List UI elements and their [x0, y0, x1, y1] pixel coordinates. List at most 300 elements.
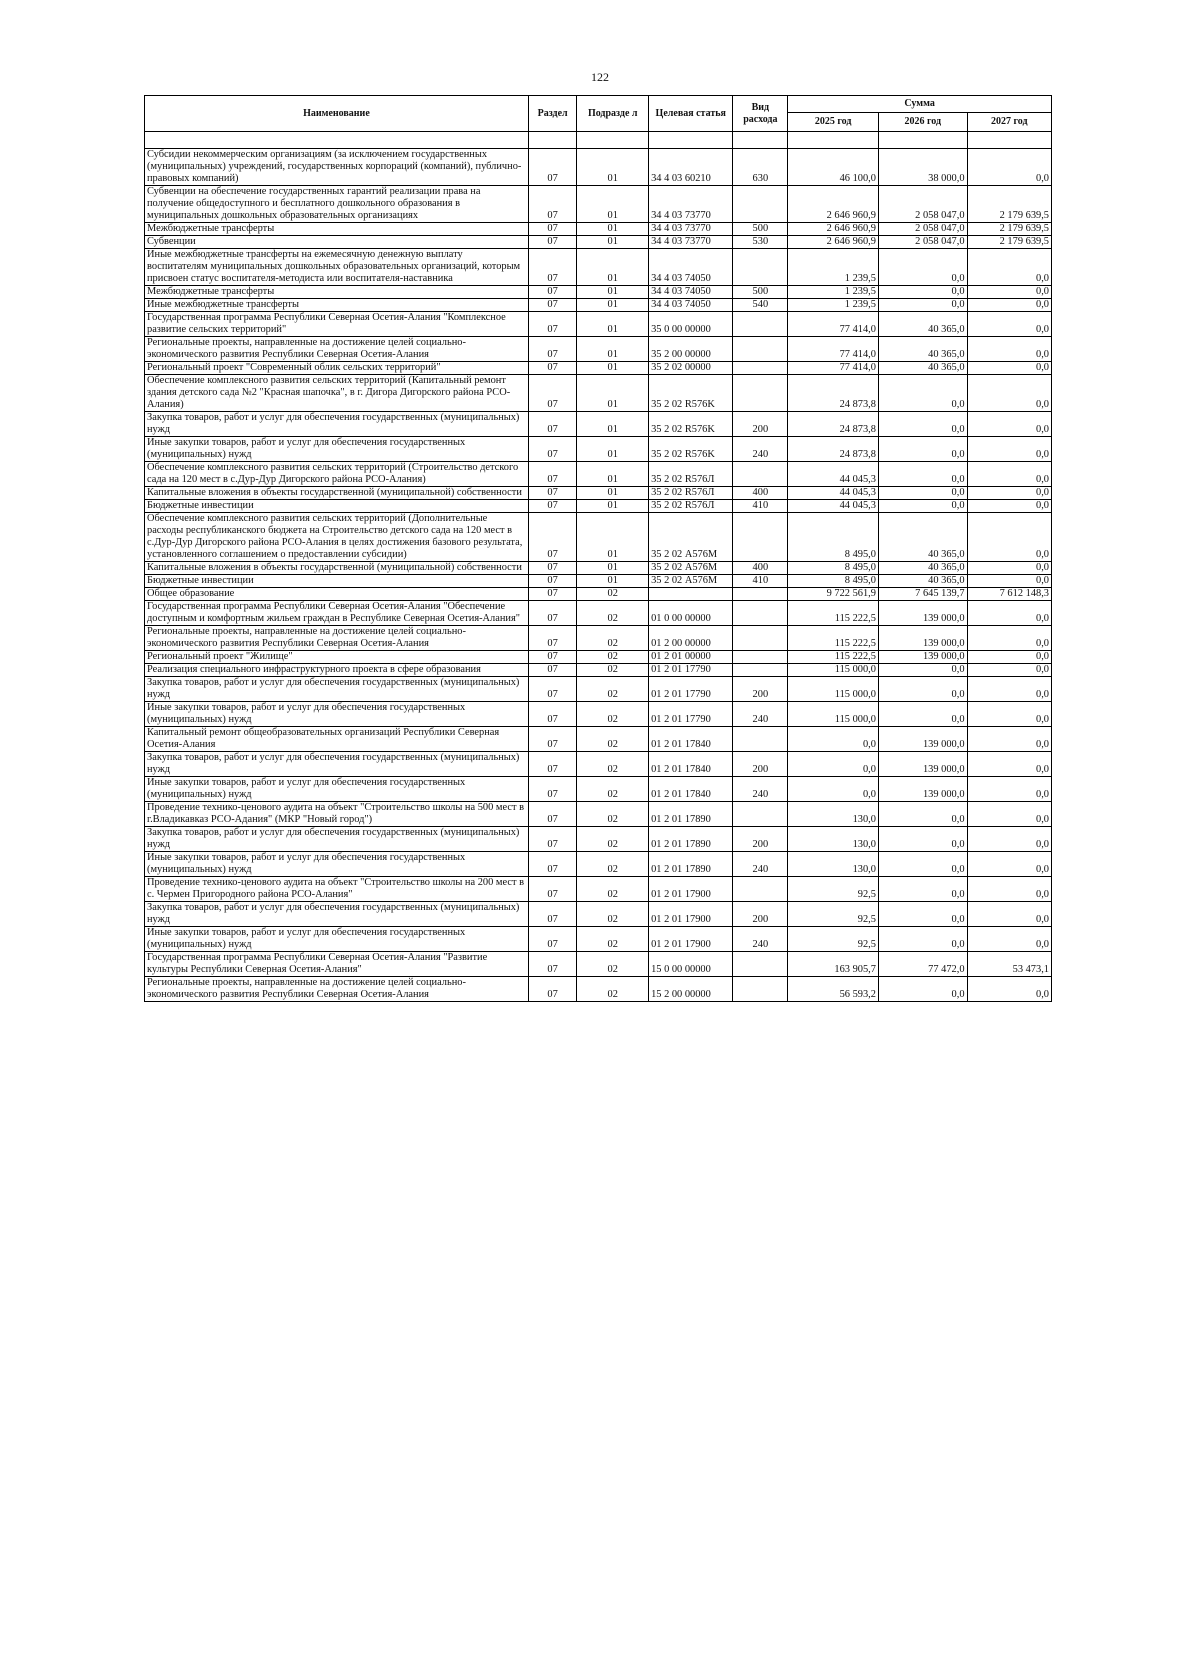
header-sum: Сумма: [788, 96, 1052, 113]
row-subsection: 01: [577, 249, 649, 286]
row-target-code: 01 2 01 17790: [649, 702, 733, 727]
row-expense-type: [733, 802, 788, 827]
row-value-2026: 40 365,0: [878, 312, 967, 337]
row-name: Закупка товаров, работ и услуг для обеспечения государственных (муниципальных) нужд: [145, 677, 529, 702]
row-target-code: 01 2 01 17790: [649, 677, 733, 702]
row-value-2026: 0,0: [878, 500, 967, 513]
row-value-2026: 40 365,0: [878, 513, 967, 562]
row-section: 07: [528, 677, 577, 702]
row-expense-type: [733, 513, 788, 562]
row-expense-type: 200: [733, 827, 788, 852]
table-row: [145, 362, 1052, 375]
row-value-2027: 0,0: [967, 487, 1051, 500]
header-name: Наименование: [145, 96, 529, 132]
row-expense-type: [733, 249, 788, 286]
row-expense-type: 500: [733, 223, 788, 236]
row-target-code: 01 0 00 00000: [649, 601, 733, 626]
row-subsection: 01: [577, 412, 649, 437]
row-expense-type: [733, 186, 788, 223]
row-value-2027: 0,0: [967, 299, 1051, 312]
row-subsection: 02: [577, 727, 649, 752]
row-expense-type: 240: [733, 437, 788, 462]
row-name: Иные закупки товаров, работ и услуг для обеспечения государственных (муниципальных) нужд: [145, 852, 529, 877]
row-value-2026: 0,0: [878, 702, 967, 727]
row-value-2026: 139 000,0: [878, 651, 967, 664]
row-expense-type: 200: [733, 902, 788, 927]
row-expense-type: [733, 462, 788, 487]
row-name: Обеспечение комплексного развития сельских территорий (Строительство детского сада на 120 мест в с.Дур-Дур Дигорского района РСО-Алания): [145, 462, 529, 487]
row-subsection: 01: [577, 487, 649, 500]
table-row: [145, 626, 1052, 651]
row-value-2025: 2 646 960,9: [788, 236, 879, 249]
row-target-code: 35 2 02 R576K: [649, 412, 733, 437]
row-value-2025: 0,0: [788, 752, 879, 777]
table-row: [145, 562, 1052, 575]
table-row: [145, 513, 1052, 562]
row-name: Капитальный ремонт общеобразовательных организаций Республики Северная Осетия-Алания: [145, 727, 529, 752]
row-subsection: 02: [577, 852, 649, 877]
row-name: Государственная программа Республики Северная Осетия-Алания "Комплексное развитие сельских территорий": [145, 312, 529, 337]
row-value-2026: 2 058 047,0: [878, 236, 967, 249]
row-value-2026: 2 058 047,0: [878, 186, 967, 223]
row-name: Иные закупки товаров, работ и услуг для обеспечения государственных (муниципальных) нужд: [145, 702, 529, 727]
row-value-2025: 130,0: [788, 852, 879, 877]
row-name: Закупка товаров, работ и услуг для обеспечения государственных (муниципальных) нужд: [145, 752, 529, 777]
row-target-code: 34 4 03 74050: [649, 249, 733, 286]
row-expense-type: 410: [733, 575, 788, 588]
row-value-2025: 44 045,3: [788, 487, 879, 500]
row-section: 07: [528, 462, 577, 487]
row-name: Обеспечение комплексного развития сельских территорий (Дополнительные расходы республиканского бюджета на Строительство детского сада на 120 мест в с.Дур-Дур Дигорского района РСО-Алания в целях достижения базового результата, установленного соглашением о предоставлении субсидии): [145, 513, 529, 562]
row-name: Обеспечение комплексного развития сельских территорий (Капитальный ремонт здания детского сада №2 "Красная шапочка", в г. Дигора Дигорского района РСО-Алания): [145, 375, 529, 412]
row-target-code: 34 4 03 73770: [649, 236, 733, 249]
row-value-2027: 0,0: [967, 927, 1051, 952]
row-expense-type: 200: [733, 677, 788, 702]
row-subsection: 02: [577, 927, 649, 952]
row-value-2025: 115 000,0: [788, 664, 879, 677]
row-section: 07: [528, 223, 577, 236]
row-value-2025: 9 722 561,9: [788, 588, 879, 601]
row-value-2026: 0,0: [878, 286, 967, 299]
row-value-2027: 0,0: [967, 752, 1051, 777]
row-name: Реализация специального инфраструктурного проекта в сфере образования: [145, 664, 529, 677]
row-section: 07: [528, 362, 577, 375]
row-expense-type: 630: [733, 149, 788, 186]
row-value-2027: 0,0: [967, 249, 1051, 286]
row-value-2025: 24 873,8: [788, 437, 879, 462]
row-subsection: 02: [577, 651, 649, 664]
row-target-code: 35 0 00 00000: [649, 312, 733, 337]
row-section: 07: [528, 412, 577, 437]
row-section: 07: [528, 249, 577, 286]
row-value-2027: 0,0: [967, 626, 1051, 651]
row-expense-type: [733, 952, 788, 977]
row-expense-type: [733, 362, 788, 375]
row-value-2026: 0,0: [878, 462, 967, 487]
row-target-code: 35 2 02 А576М: [649, 562, 733, 575]
table-row: [145, 827, 1052, 852]
table-row: [145, 186, 1052, 223]
row-name: Капитальные вложения в объекты государственной (муниципальной) собственности: [145, 562, 529, 575]
table-row: [145, 727, 1052, 752]
row-name: Бюджетные инвестиции: [145, 500, 529, 513]
row-target-code: 01 2 00 00000: [649, 626, 733, 651]
row-section: 07: [528, 487, 577, 500]
row-value-2026: 0,0: [878, 802, 967, 827]
header-target: Целевая статья: [649, 96, 733, 132]
row-value-2025: 1 239,5: [788, 249, 879, 286]
row-value-2027: 0,0: [967, 802, 1051, 827]
row-value-2025: 115 000,0: [788, 677, 879, 702]
row-section: 07: [528, 500, 577, 513]
row-subsection: 02: [577, 601, 649, 626]
row-section: 07: [528, 588, 577, 601]
row-subsection: 01: [577, 375, 649, 412]
row-subsection: 02: [577, 664, 649, 677]
row-section: 07: [528, 827, 577, 852]
row-subsection: 01: [577, 462, 649, 487]
row-section: 07: [528, 727, 577, 752]
row-target-code: 01 2 01 17890: [649, 852, 733, 877]
row-name: Субвенции: [145, 236, 529, 249]
row-value-2026: 0,0: [878, 927, 967, 952]
row-value-2027: 0,0: [967, 677, 1051, 702]
table-row: [145, 249, 1052, 286]
row-value-2027: 0,0: [967, 375, 1051, 412]
row-subsection: 02: [577, 588, 649, 601]
row-value-2025: 77 414,0: [788, 337, 879, 362]
row-target-code: 35 2 02 R576K: [649, 437, 733, 462]
row-subsection: 01: [577, 186, 649, 223]
row-value-2026: 0,0: [878, 977, 967, 1002]
row-value-2026: 38 000,0: [878, 149, 967, 186]
row-value-2027: 0,0: [967, 362, 1051, 375]
row-value-2025: 130,0: [788, 802, 879, 827]
table-row: [145, 462, 1052, 487]
row-value-2025: 92,5: [788, 877, 879, 902]
row-value-2027: 0,0: [967, 513, 1051, 562]
table-row: [145, 500, 1052, 513]
table-row: [145, 664, 1052, 677]
row-value-2026: 139 000,0: [878, 777, 967, 802]
row-subsection: 01: [577, 437, 649, 462]
row-value-2025: 56 593,2: [788, 977, 879, 1002]
header-type: Вид расхода: [733, 96, 788, 132]
row-section: 07: [528, 513, 577, 562]
table-row: [145, 286, 1052, 299]
row-target-code: 34 4 03 60210: [649, 149, 733, 186]
row-value-2025: 44 045,3: [788, 500, 879, 513]
row-subsection: 02: [577, 752, 649, 777]
row-expense-type: [733, 601, 788, 626]
row-target-code: 01 2 01 17900: [649, 877, 733, 902]
table-row: [145, 952, 1052, 977]
row-value-2027: 0,0: [967, 149, 1051, 186]
row-expense-type: 240: [733, 702, 788, 727]
table-row: [145, 877, 1052, 902]
row-expense-type: 200: [733, 412, 788, 437]
row-section: 07: [528, 752, 577, 777]
row-value-2027: 2 179 639,5: [967, 236, 1051, 249]
row-value-2026: 40 365,0: [878, 337, 967, 362]
row-value-2026: 77 472,0: [878, 952, 967, 977]
row-target-code: 01 2 01 17890: [649, 827, 733, 852]
row-subsection: 01: [577, 149, 649, 186]
row-value-2025: 0,0: [788, 777, 879, 802]
row-subsection: 02: [577, 902, 649, 927]
table-row: [145, 575, 1052, 588]
row-section: 07: [528, 186, 577, 223]
row-target-code: 35 2 02 R576Л: [649, 462, 733, 487]
table-row: [145, 677, 1052, 702]
row-value-2027: 0,0: [967, 412, 1051, 437]
row-target-code: 01 2 01 00000: [649, 651, 733, 664]
row-expense-type: 400: [733, 562, 788, 575]
row-value-2025: 46 100,0: [788, 149, 879, 186]
row-section: 07: [528, 286, 577, 299]
row-subsection: 02: [577, 827, 649, 852]
row-section: 07: [528, 664, 577, 677]
row-name: Государственная программа Республики Северная Осетия-Алания "Развитие культуры Республики Северная Осетия-Алания": [145, 952, 529, 977]
row-value-2025: 0,0: [788, 727, 879, 752]
row-value-2025: 8 495,0: [788, 575, 879, 588]
row-value-2026: 0,0: [878, 375, 967, 412]
table-row: [145, 299, 1052, 312]
row-value-2026: 0,0: [878, 902, 967, 927]
row-value-2025: 115 222,5: [788, 626, 879, 651]
header-year-2026: 2026 год: [878, 113, 967, 132]
row-value-2026: 0,0: [878, 877, 967, 902]
row-expense-type: [733, 588, 788, 601]
row-expense-type: 530: [733, 236, 788, 249]
row-target-code: 01 2 01 17790: [649, 664, 733, 677]
row-subsection: 01: [577, 299, 649, 312]
row-expense-type: [733, 312, 788, 337]
row-section: 07: [528, 437, 577, 462]
row-expense-type: 240: [733, 927, 788, 952]
row-section: 07: [528, 651, 577, 664]
row-target-code: 15 0 00 00000: [649, 952, 733, 977]
row-section: 07: [528, 852, 577, 877]
row-value-2027: 0,0: [967, 664, 1051, 677]
row-value-2025: 8 495,0: [788, 513, 879, 562]
table-row: [145, 601, 1052, 626]
row-name: Региональные проекты, направленные на достижение целей социально-экономического развития Республики Северная Осетия-Алания: [145, 337, 529, 362]
row-value-2025: 115 222,5: [788, 651, 879, 664]
row-value-2027: 0,0: [967, 777, 1051, 802]
row-value-2026: 0,0: [878, 412, 967, 437]
row-value-2027: 0,0: [967, 727, 1051, 752]
row-subsection: 02: [577, 877, 649, 902]
row-name: Закупка товаров, работ и услуг для обеспечения государственных (муниципальных) нужд: [145, 827, 529, 852]
row-subsection: 01: [577, 562, 649, 575]
row-subsection: 02: [577, 626, 649, 651]
row-target-code: 01 2 01 17840: [649, 727, 733, 752]
row-subsection: 02: [577, 677, 649, 702]
spacer-row: [145, 132, 1052, 149]
row-name: Капитальные вложения в объекты государственной (муниципальной) собственности: [145, 487, 529, 500]
row-section: 07: [528, 702, 577, 727]
row-value-2025: 130,0: [788, 827, 879, 852]
row-expense-type: 540: [733, 299, 788, 312]
table-row: [145, 902, 1052, 927]
row-name: Иные межбюджетные трансферты на ежемесячную денежную выплату воспитателям муниципальных дошкольных образовательных организаций, которым присвоен статус воспитателя-методиста или воспитателя-наставника: [145, 249, 529, 286]
row-value-2025: 24 873,8: [788, 375, 879, 412]
row-value-2026: 0,0: [878, 664, 967, 677]
row-subsection: 01: [577, 286, 649, 299]
table-row: [145, 312, 1052, 337]
row-value-2027: 2 179 639,5: [967, 223, 1051, 236]
row-section: 07: [528, 977, 577, 1002]
row-subsection: 01: [577, 575, 649, 588]
row-name: Закупка товаров, работ и услуг для обеспечения государственных (муниципальных) нужд: [145, 902, 529, 927]
row-expense-type: [733, 651, 788, 664]
row-subsection: 02: [577, 952, 649, 977]
row-value-2026: 0,0: [878, 827, 967, 852]
row-value-2027: 0,0: [967, 437, 1051, 462]
row-section: 07: [528, 902, 577, 927]
row-expense-type: [733, 977, 788, 1002]
table-row: [145, 927, 1052, 952]
row-section: 07: [528, 802, 577, 827]
row-value-2026: 0,0: [878, 852, 967, 877]
row-value-2027: 0,0: [967, 562, 1051, 575]
row-value-2025: 44 045,3: [788, 462, 879, 487]
row-target-code: 35 2 02 А576М: [649, 513, 733, 562]
row-value-2025: 8 495,0: [788, 562, 879, 575]
row-name: Проведение технико-ценового аудита на объект "Строительство школы на 200 мест в с. Чермен Пригородного района РСО-Алания": [145, 877, 529, 902]
row-value-2026: 40 365,0: [878, 562, 967, 575]
row-target-code: 35 2 02 R576Л: [649, 487, 733, 500]
row-value-2027: 0,0: [967, 902, 1051, 927]
row-value-2026: 40 365,0: [878, 362, 967, 375]
row-target-code: 35 2 02 00000: [649, 362, 733, 375]
row-name: Общее образование: [145, 588, 529, 601]
row-section: 07: [528, 626, 577, 651]
row-value-2027: 0,0: [967, 500, 1051, 513]
row-expense-type: 500: [733, 286, 788, 299]
row-subsection: 02: [577, 802, 649, 827]
row-subsection: 02: [577, 977, 649, 1002]
row-value-2027: 2 179 639,5: [967, 186, 1051, 223]
row-expense-type: 240: [733, 777, 788, 802]
row-expense-type: 240: [733, 852, 788, 877]
row-target-code: 01 2 01 17900: [649, 927, 733, 952]
row-value-2025: 2 646 960,9: [788, 223, 879, 236]
row-value-2027: 7 612 148,3: [967, 588, 1051, 601]
row-value-2025: 92,5: [788, 902, 879, 927]
row-target-code: 35 2 02 А576М: [649, 575, 733, 588]
row-section: 07: [528, 236, 577, 249]
row-target-code: 01 2 01 17840: [649, 752, 733, 777]
table-row: [145, 802, 1052, 827]
table-row: [145, 437, 1052, 462]
row-value-2026: 0,0: [878, 437, 967, 462]
row-subsection: 01: [577, 362, 649, 375]
row-expense-type: [733, 375, 788, 412]
row-value-2027: 0,0: [967, 337, 1051, 362]
header-year-2025: 2025 год: [788, 113, 879, 132]
row-subsection: 02: [577, 777, 649, 802]
row-name: Субсидии некоммерческим организациям (за исключением государственных (муниципальных) учреждений, государственных корпораций (компаний), публично-правовых компаний): [145, 149, 529, 186]
row-value-2025: 1 239,5: [788, 299, 879, 312]
row-subsection: 01: [577, 312, 649, 337]
row-target-code: 34 4 03 73770: [649, 186, 733, 223]
row-value-2027: 0,0: [967, 877, 1051, 902]
row-target-code: 35 2 02 R576K: [649, 375, 733, 412]
table-row: [145, 752, 1052, 777]
row-subsection: 01: [577, 223, 649, 236]
table-row: [145, 651, 1052, 664]
row-name: Иные закупки товаров, работ и услуг для обеспечения государственных (муниципальных) нужд: [145, 777, 529, 802]
row-expense-type: [733, 727, 788, 752]
row-value-2025: 115 000,0: [788, 702, 879, 727]
table-row: [145, 852, 1052, 877]
table-row: [145, 149, 1052, 186]
table-row: [145, 337, 1052, 362]
row-value-2026: 139 000,0: [878, 626, 967, 651]
row-name: Иные межбюджетные трансферты: [145, 299, 529, 312]
row-name: Региональный проект "Современный облик сельских территорий": [145, 362, 529, 375]
row-section: 07: [528, 312, 577, 337]
row-name: Субвенции на обеспечение государственных гарантий реализации права на получение общедоступного и бесплатного дошкольного образования в муниципальных дошкольных образовательных организациях: [145, 186, 529, 223]
row-section: 07: [528, 952, 577, 977]
row-name: Региональные проекты, направленные на достижение целей социально-экономического развития Республики Северная Осетия-Алания: [145, 977, 529, 1002]
row-subsection: 01: [577, 236, 649, 249]
header-year-2027: 2027 год: [967, 113, 1051, 132]
row-value-2025: 163 905,7: [788, 952, 879, 977]
row-name: Проведение технико-ценового аудита на объект "Строительство школы на 500 мест в г.Владикавказ РСО-Адания" (МКР "Новый город"): [145, 802, 529, 827]
row-value-2027: 0,0: [967, 852, 1051, 877]
row-target-code: [649, 588, 733, 601]
row-name: Закупка товаров, работ и услуг для обеспечения государственных (муниципальных) нужд: [145, 412, 529, 437]
row-target-code: 34 4 03 74050: [649, 299, 733, 312]
row-target-code: 15 2 00 00000: [649, 977, 733, 1002]
table-row: [145, 412, 1052, 437]
row-section: 07: [528, 877, 577, 902]
row-expense-type: [733, 337, 788, 362]
row-value-2026: 0,0: [878, 487, 967, 500]
row-value-2026: 139 000,0: [878, 601, 967, 626]
row-target-code: 34 4 03 73770: [649, 223, 733, 236]
row-value-2026: 0,0: [878, 299, 967, 312]
header-subsection: Подразде л: [577, 96, 649, 132]
page-number: 122: [591, 70, 609, 84]
row-section: 07: [528, 575, 577, 588]
row-name: Бюджетные инвестиции: [145, 575, 529, 588]
row-value-2027: 0,0: [967, 462, 1051, 487]
row-target-code: 35 2 00 00000: [649, 337, 733, 362]
row-expense-type: 400: [733, 487, 788, 500]
table-row: [145, 375, 1052, 412]
row-section: 07: [528, 927, 577, 952]
row-name: Иные закупки товаров, работ и услуг для обеспечения государственных (муниципальных) нужд: [145, 927, 529, 952]
table-row: [145, 487, 1052, 500]
table-row: [145, 977, 1052, 1002]
row-expense-type: 410: [733, 500, 788, 513]
row-value-2026: 2 058 047,0: [878, 223, 967, 236]
row-subsection: 02: [577, 702, 649, 727]
row-value-2027: 0,0: [967, 651, 1051, 664]
row-name: Региональный проект "Жилище": [145, 651, 529, 664]
row-value-2026: 7 645 139,7: [878, 588, 967, 601]
row-value-2025: 92,5: [788, 927, 879, 952]
row-name: Иные закупки товаров, работ и услуг для обеспечения государственных (муниципальных) нужд: [145, 437, 529, 462]
row-expense-type: [733, 877, 788, 902]
row-section: 07: [528, 337, 577, 362]
row-value-2026: 139 000,0: [878, 752, 967, 777]
row-value-2026: 0,0: [878, 249, 967, 286]
